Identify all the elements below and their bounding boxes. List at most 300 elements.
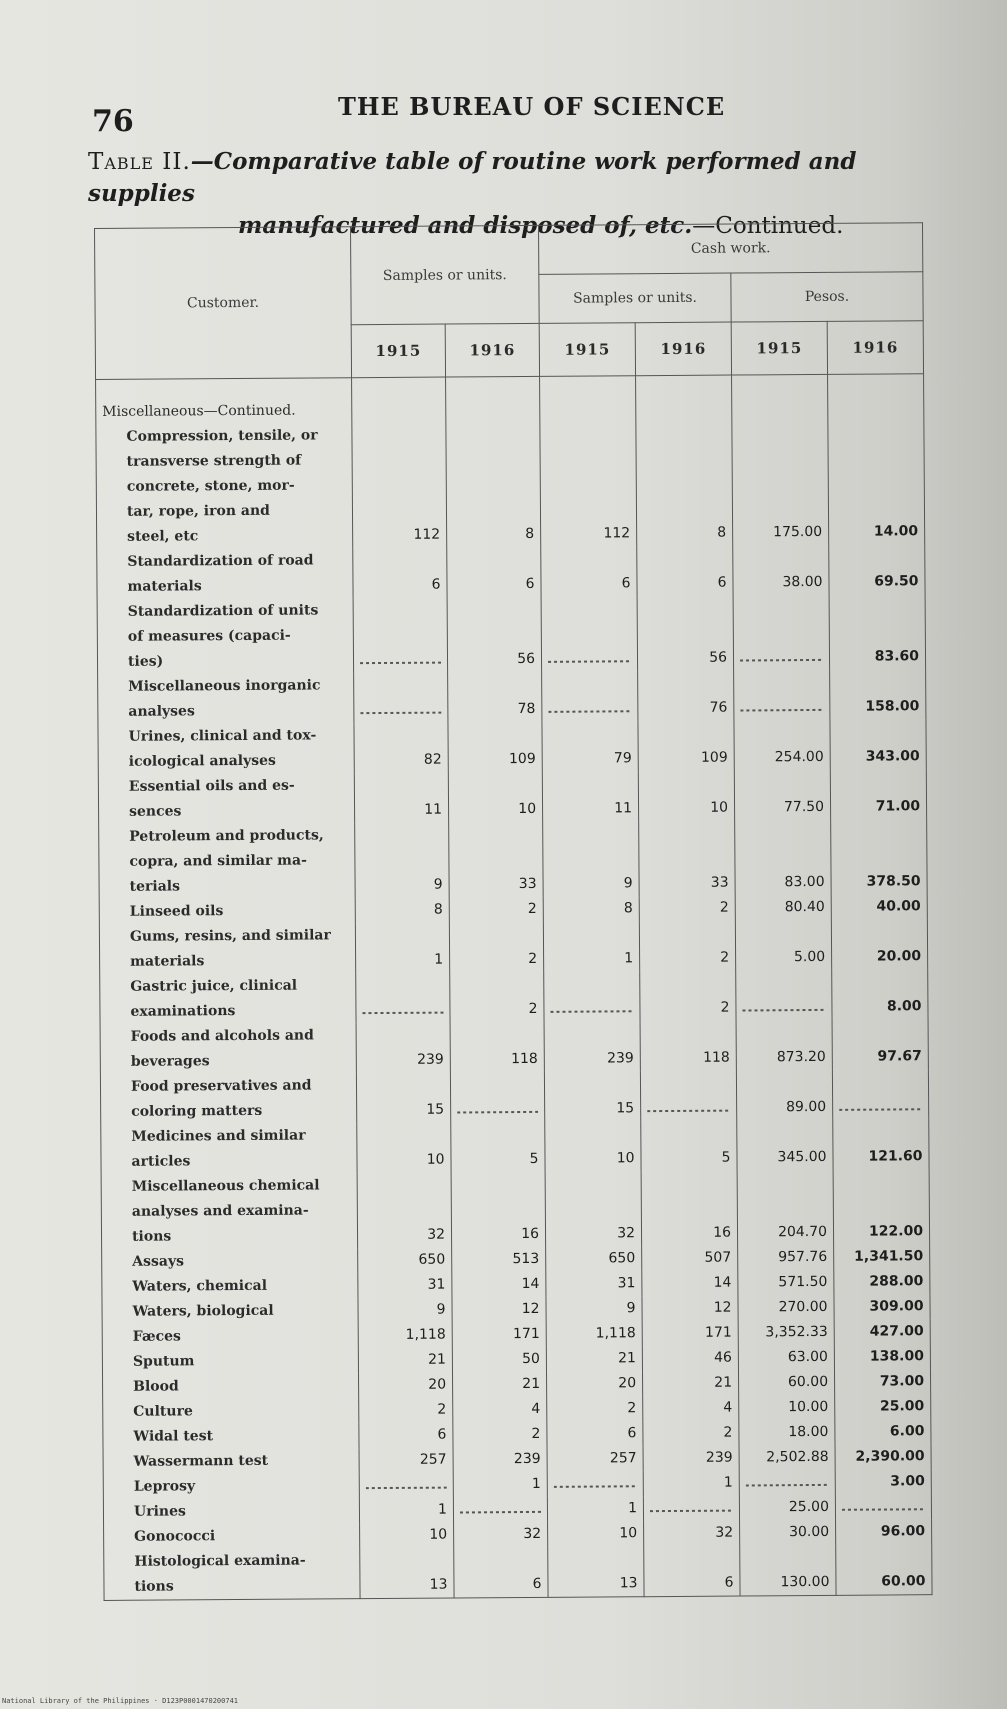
customer-label-line: Assays: [132, 1253, 184, 1270]
value-cell: [637, 546, 733, 597]
value-cell: [546, 1346, 642, 1372]
value-text: 239: [417, 1051, 444, 1068]
customer-label-line: tions: [131, 1228, 172, 1245]
value-cell: [358, 1248, 452, 1274]
value-cell: [833, 1119, 929, 1170]
value-cell: [830, 669, 926, 720]
value-text: 343.00: [865, 748, 920, 765]
customer-label-line: Foods and alcohols and: [130, 1027, 314, 1045]
value-text: 9: [623, 875, 633, 892]
empty-dash: [366, 1473, 447, 1499]
value-cell: [732, 374, 829, 545]
customer-label-line: icological analyses: [128, 752, 276, 770]
value-cell: [450, 1022, 544, 1073]
value-text: 6: [532, 1575, 542, 1592]
value-text: 8: [623, 900, 633, 917]
value-text: 3.00: [890, 1473, 925, 1490]
value-cell: [641, 1121, 737, 1172]
customer-label-line: tar, rope, iron and: [126, 502, 270, 520]
value-cell: [828, 374, 925, 545]
value-cell: [639, 896, 735, 922]
value-cell: [547, 1421, 643, 1447]
footer-credit: National Library of the Philippines · D123P0001470200741: [2, 1697, 239, 1705]
value-cell: [448, 722, 542, 773]
value-text: 50: [522, 1350, 540, 1368]
value-text: 83.60: [874, 648, 920, 665]
customer-label-line: Histological examina-: [134, 1552, 306, 1570]
caption-prefix: Table II.: [88, 149, 191, 175]
header-samples: Samples or units.: [350, 225, 539, 324]
customer-label-line: Urines, clinical and tox-: [128, 727, 317, 745]
table-row: [97, 544, 925, 600]
header-year: 1916: [827, 321, 923, 375]
customer-cell: [103, 1373, 359, 1400]
customer-label-line: Gastric juice, clinical: [130, 977, 298, 995]
value-cell: [739, 1395, 835, 1421]
value-cell: [359, 1448, 453, 1474]
customer-label-line: Urines: [133, 1503, 186, 1520]
value-text: 33: [710, 874, 729, 891]
value-text: 2,390.00: [855, 1448, 925, 1465]
value-cell: [354, 773, 448, 824]
value-cell: [832, 1069, 928, 1120]
customer-label-line: Food preservatives and: [130, 1077, 312, 1095]
value-text: 14: [521, 1275, 540, 1293]
value-text: 11: [614, 800, 633, 817]
empty-dash: [548, 646, 631, 672]
value-text: 122.00: [868, 1223, 924, 1240]
value-text: 239: [513, 1450, 541, 1468]
value-cell: [735, 895, 831, 921]
value-cell: [546, 1296, 642, 1322]
table-row: [100, 1019, 928, 1075]
value-cell: [638, 671, 734, 722]
value-text: 239: [705, 1449, 733, 1466]
value-text: 60.00: [787, 1373, 829, 1391]
value-cell: [541, 596, 638, 672]
empty-dash: [650, 1496, 733, 1522]
value-cell: [452, 1347, 546, 1373]
table-body: [96, 374, 933, 1601]
value-text: 78: [517, 700, 536, 718]
caption-title-line1: —Comparative table of routine work performed and supplies: [88, 148, 857, 207]
value-text: 10: [429, 1526, 448, 1543]
value-text: 1: [531, 1475, 541, 1492]
value-cell: [545, 1121, 641, 1172]
customer-cell: [99, 898, 355, 925]
section-label: Miscellaneous—Continued.: [102, 402, 296, 420]
value-text: 427.00: [869, 1323, 924, 1340]
value-text: 12: [713, 1299, 732, 1316]
value-text: 118: [703, 1049, 730, 1066]
value-cell: [642, 1346, 738, 1372]
value-text: 82: [423, 751, 442, 768]
value-text: 309.00: [869, 1298, 924, 1315]
value-text: 21: [618, 1350, 636, 1367]
value-cell: [643, 1396, 739, 1422]
value-text: 1: [434, 951, 444, 968]
value-text: 6: [431, 576, 441, 593]
value-cell: [546, 1271, 642, 1297]
comparative-table: [94, 222, 933, 1601]
value-cell: [542, 771, 638, 822]
value-cell: [832, 1019, 928, 1070]
value-text: 10: [616, 1150, 635, 1167]
value-text: 2: [719, 899, 729, 916]
value-text: 13: [619, 1575, 638, 1592]
value-cell: [542, 721, 638, 772]
value-text: 13: [429, 1576, 448, 1593]
value-text: 32: [427, 1226, 446, 1243]
value-cell: [355, 923, 449, 974]
value-cell: [359, 1398, 453, 1424]
value-text: 2: [723, 1424, 733, 1441]
header-cash-work: Cash work.: [539, 223, 923, 275]
value-cell: [740, 1545, 836, 1596]
value-text: 2: [627, 1400, 637, 1417]
value-cell: [454, 1547, 548, 1598]
value-text: 10: [710, 799, 729, 816]
value-text: 2: [720, 999, 730, 1016]
value-cell: [359, 1473, 453, 1499]
value-text: 5: [721, 1149, 731, 1166]
value-text: 2: [527, 900, 537, 917]
value-cell: [359, 1373, 453, 1399]
customer-label-line: Waters, chemical: [132, 1277, 268, 1295]
value-text: 76: [709, 699, 728, 716]
value-text: 1,118: [595, 1325, 636, 1342]
empty-dash: [740, 645, 823, 671]
customer-label-line: coloring matters: [131, 1102, 263, 1120]
empty-dash: [647, 1096, 730, 1122]
value-text: 21: [714, 1374, 733, 1391]
empty-dash: [360, 648, 441, 674]
value-text: 10: [619, 1525, 638, 1542]
value-cell: [452, 1322, 546, 1348]
value-text: 257: [419, 1451, 447, 1468]
customer-label-line: Sputum: [132, 1353, 195, 1370]
value-text: 31: [617, 1275, 636, 1292]
value-cell: [453, 1497, 547, 1523]
value-cell: [642, 1296, 738, 1322]
customer-cell: [104, 1523, 360, 1550]
value-text: 15: [616, 1100, 635, 1117]
value-text: 97.67: [877, 1048, 922, 1065]
customer-cell: [101, 1123, 357, 1175]
customer-label-line: of measures (capaci-: [127, 627, 291, 645]
empty-dash: [457, 1097, 538, 1123]
value-text: 4: [723, 1399, 733, 1416]
value-cell: [451, 1172, 546, 1248]
customer-label-line: analyses and examina-: [131, 1202, 309, 1220]
value-cell: [644, 1546, 740, 1597]
value-cell: [736, 970, 832, 1021]
empty-dash: [740, 695, 823, 721]
value-cell: [733, 595, 830, 671]
value-cell: [833, 1169, 930, 1245]
customer-label-line: Compression, tensile, or: [126, 427, 318, 445]
value-text: 171: [704, 1324, 732, 1341]
value-cell: [454, 1522, 548, 1548]
table-row: [99, 819, 928, 900]
value-text: 96.00: [880, 1523, 926, 1540]
value-text: 14.00: [873, 523, 919, 540]
customer-label-line: materials: [130, 953, 205, 970]
customer-cell: [101, 1173, 358, 1250]
customer-label-line: Blood: [133, 1378, 179, 1395]
table-row: [101, 1119, 929, 1175]
value-cell: [736, 1070, 832, 1121]
value-text: 8: [433, 901, 443, 918]
value-cell: [643, 1446, 739, 1472]
value-text: 257: [609, 1450, 637, 1467]
value-cell: [640, 1071, 736, 1122]
value-text: 12: [521, 1300, 540, 1318]
value-text: 11: [424, 801, 443, 818]
value-cell: [358, 1348, 452, 1374]
value-cell: [447, 547, 541, 598]
value-cell: [451, 1122, 545, 1173]
value-text: 204.70: [777, 1223, 828, 1241]
customer-label-line: tions: [134, 1578, 174, 1595]
value-cell: [733, 545, 829, 596]
value-cell: [738, 1320, 834, 1346]
customer-label-line: copra, and similar ma-: [129, 852, 307, 870]
value-cell: [358, 1298, 452, 1324]
header-year: 1915: [539, 323, 635, 377]
value-text: 873.20: [776, 1048, 826, 1066]
value-cell: [734, 720, 830, 771]
table-row: [100, 1069, 928, 1125]
value-cell: [640, 1021, 736, 1072]
value-text: 345.00: [777, 1148, 827, 1166]
value-text: 138.00: [869, 1348, 924, 1365]
value-cell: [738, 1295, 834, 1321]
value-text: 69.50: [874, 573, 919, 590]
value-cell: [358, 1273, 452, 1299]
customer-label-line: concrete, stone, mor-: [126, 477, 295, 495]
value-text: 254.00: [774, 748, 824, 766]
value-text: 33: [518, 875, 537, 893]
value-cell: [544, 971, 640, 1022]
value-cell: [834, 1319, 930, 1345]
value-text: 112: [603, 525, 631, 542]
value-text: 109: [508, 750, 536, 768]
customer-cell: [98, 673, 354, 725]
value-cell: [547, 1496, 643, 1522]
value-cell: [446, 376, 541, 547]
header-year: 1915: [731, 321, 827, 375]
value-text: 71.00: [875, 798, 921, 815]
value-text: 20: [618, 1375, 637, 1392]
value-cell: [359, 1498, 453, 1524]
value-cell: [542, 671, 638, 722]
value-text: 1: [437, 1501, 448, 1518]
value-text: 171: [512, 1325, 540, 1343]
value-cell: [352, 377, 447, 548]
value-text: 9: [626, 1300, 636, 1317]
value-text: 121.60: [868, 1148, 923, 1165]
value-text: 21: [522, 1375, 541, 1393]
value-cell: [357, 1173, 452, 1249]
customer-label-line: Medicines and similar: [131, 1127, 306, 1145]
value-text: 6.00: [889, 1423, 925, 1440]
value-text: 2: [528, 950, 538, 967]
customer-label-line: Miscellaneous inorganic: [128, 677, 321, 695]
value-cell: [638, 771, 734, 822]
header-customer: Customer.: [95, 227, 352, 380]
value-text: 2: [720, 949, 730, 966]
value-cell: [835, 1494, 931, 1520]
value-text: 8.00: [886, 998, 922, 1015]
table-row: [101, 1169, 930, 1250]
value-text: 80.40: [784, 898, 825, 916]
value-text: 21: [428, 1351, 446, 1368]
value-text: 32: [715, 1524, 734, 1541]
value-text: 571.50: [778, 1273, 828, 1291]
customer-cell: [99, 823, 356, 900]
value-cell: [548, 1546, 644, 1597]
value-cell: [543, 821, 640, 897]
value-text: 15: [426, 1101, 445, 1118]
value-text: 10: [518, 800, 537, 818]
value-cell: [738, 1270, 834, 1296]
value-text: 1: [627, 1500, 638, 1517]
empty-dash: [550, 996, 633, 1022]
value-text: 1,118: [405, 1326, 446, 1343]
empty-dash: [460, 1497, 541, 1523]
value-text: 2: [531, 1425, 541, 1442]
customer-cell: [97, 598, 354, 675]
value-cell: [358, 1323, 452, 1349]
value-text: 957.76: [778, 1248, 828, 1266]
value-cell: [735, 820, 832, 896]
value-text: 130.00: [780, 1573, 830, 1591]
value-text: 32: [523, 1525, 542, 1543]
customer-cell: [103, 1398, 359, 1425]
value-text: 270.00: [778, 1298, 828, 1316]
value-text: 46: [714, 1349, 732, 1366]
value-text: 5.00: [793, 948, 826, 966]
value-cell: [356, 1023, 450, 1074]
header-year: 1916: [635, 322, 731, 376]
value-cell: [355, 823, 450, 899]
value-cell: [447, 597, 542, 673]
empty-dash: [554, 1471, 637, 1497]
value-text: 6: [437, 1426, 447, 1443]
value-text: 31: [427, 1276, 446, 1293]
customer-label-line: terials: [129, 878, 180, 895]
value-text: 40.00: [876, 898, 921, 915]
value-cell: [835, 1444, 931, 1470]
value-cell: [736, 1020, 832, 1071]
table-row: [99, 919, 927, 975]
value-text: 175.00: [773, 523, 823, 541]
value-text: 507: [704, 1249, 732, 1266]
value-cell: [834, 1244, 930, 1270]
table-row: [98, 769, 926, 825]
value-text: 16: [521, 1225, 540, 1243]
customer-label-line: analyses: [128, 703, 195, 720]
value-cell: [540, 376, 637, 547]
value-cell: [644, 1521, 740, 1547]
value-text: 73.00: [879, 1373, 925, 1390]
value-cell: [544, 1021, 640, 1072]
customer-cell: [103, 1448, 359, 1475]
value-cell: [835, 1369, 931, 1395]
header-cash-samples: Samples or units.: [539, 273, 731, 323]
value-text: 32: [617, 1225, 636, 1242]
value-text: 6: [621, 575, 631, 592]
customer-cell: [102, 1348, 358, 1375]
value-cell: [642, 1246, 738, 1272]
customer-label-line: articles: [131, 1153, 191, 1170]
value-cell: [450, 972, 544, 1023]
value-cell: [360, 1523, 454, 1549]
customer-label-line: Standardization of road: [127, 552, 314, 570]
value-cell: [835, 1394, 931, 1420]
value-cell: [835, 1469, 931, 1495]
value-cell: [543, 896, 639, 922]
value-cell: [546, 1321, 642, 1347]
value-text: 9: [433, 876, 443, 893]
value-cell: [739, 1470, 835, 1496]
empty-dash: [548, 696, 631, 722]
table-row: [96, 374, 925, 550]
value-cell: [353, 598, 448, 674]
customer-label-line: materials: [127, 578, 202, 595]
value-text: 2,502.88: [766, 1448, 829, 1466]
customer-cell: [102, 1273, 358, 1300]
value-text: 16: [713, 1224, 732, 1241]
value-text: 9: [436, 1301, 446, 1318]
value-cell: [356, 1073, 450, 1124]
value-text: 14: [713, 1274, 732, 1291]
customer-cell: [98, 723, 354, 775]
value-text: 30.00: [788, 1523, 830, 1541]
value-text: 2: [528, 1000, 538, 1017]
value-text: 3,352.33: [765, 1323, 828, 1341]
empty-dash: [842, 1494, 925, 1520]
customer-label-line: examinations: [130, 1003, 236, 1020]
value-cell: [829, 594, 926, 670]
customer-label-line: Wassermann test: [133, 1452, 269, 1470]
customer-label-line: sences: [129, 803, 182, 820]
header-year: 1915: [351, 324, 445, 378]
value-text: 2: [437, 1401, 447, 1418]
value-cell: [547, 1371, 643, 1397]
value-text: 109: [700, 749, 728, 766]
value-text: 8: [717, 524, 727, 541]
value-cell: [449, 897, 543, 923]
customer-cell: [102, 1323, 358, 1350]
table-container: [94, 222, 932, 1601]
value-cell: [541, 546, 637, 597]
value-cell: [357, 1123, 451, 1174]
value-cell: [643, 1371, 739, 1397]
value-cell: [737, 1120, 833, 1171]
page-number: 76: [92, 104, 134, 139]
customer-label-line: Culture: [133, 1403, 193, 1420]
value-text: 1,341.50: [854, 1248, 924, 1265]
value-text: 4: [531, 1400, 541, 1417]
value-cell: [637, 596, 734, 672]
value-cell: [642, 1271, 738, 1297]
value-text: 6: [724, 1574, 734, 1591]
value-text: 8: [525, 525, 535, 542]
value-text: 10: [426, 1151, 445, 1168]
value-text: 79: [613, 750, 632, 767]
